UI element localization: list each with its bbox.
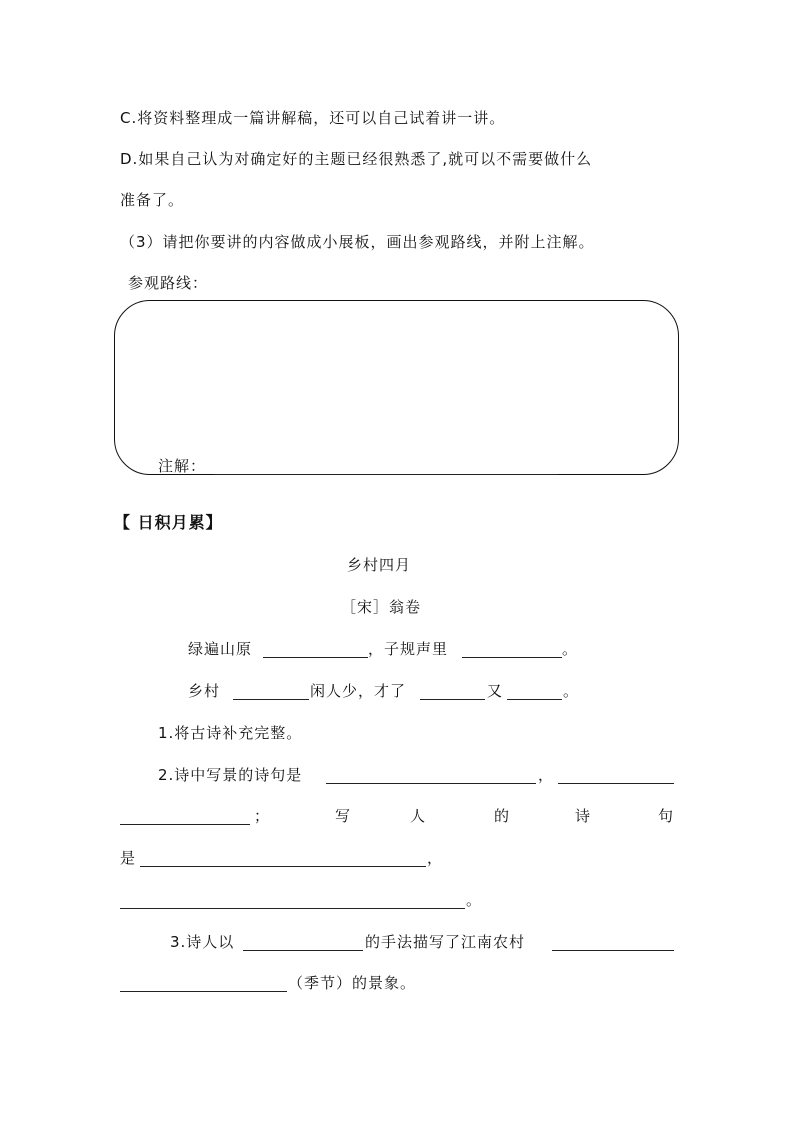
poem-blank-1[interactable] <box>263 657 368 658</box>
option-d-line1: D.如果自己认为对确定好的主题已经很熟悉了,就可以不需要做什么 <box>120 150 593 168</box>
question-2-text: 2.诗中写景的诗句是 <box>158 766 303 784</box>
question-3-text: 3.诗人以 <box>170 933 235 951</box>
poem-line2-a: 乡村 <box>188 682 221 700</box>
poem-author: ［宋］翁卷 <box>341 598 422 616</box>
q2-shi: 是 <box>120 849 137 867</box>
q2-comma: ， <box>538 766 555 784</box>
q3-text-3: （季节）的景象。 <box>288 974 417 992</box>
note-blank[interactable] <box>214 474 558 475</box>
route-label: 参观路线： <box>128 274 209 292</box>
display-board-box[interactable] <box>114 300 679 475</box>
q2-comma-2: ， <box>427 849 444 867</box>
poem-line1-b: ，子规声里 <box>368 640 449 658</box>
poem-title: 乡村四月 <box>347 556 412 574</box>
poem-line2-b: 闲人少，才了 <box>310 682 407 700</box>
q2-blank-5[interactable] <box>120 908 465 909</box>
q2-period: 。 <box>466 891 483 909</box>
q2-semicolon: ； <box>254 807 271 825</box>
q2-blank-1[interactable] <box>326 783 536 784</box>
q3-blank-3[interactable] <box>120 991 287 992</box>
task-3-instruction: （3）请把你要讲的内容做成小展板，画出参观路线，并附上注解。 <box>120 233 595 251</box>
q3-text-2: 的手法描写了江南农村 <box>365 933 526 951</box>
poem-blank-3[interactable] <box>233 699 309 700</box>
poem-line1-a: 绿遍山原 <box>188 640 253 658</box>
q2-spread-text <box>120 806 675 826</box>
section-title: 【 日积月累】 <box>114 513 223 532</box>
poem-line2-c: 又 <box>487 682 504 700</box>
question-1: 1.将古诗补充完整。 <box>158 724 303 742</box>
q2-blank-4[interactable] <box>140 866 426 867</box>
poem-blank-2[interactable] <box>462 657 562 658</box>
q3-blank-2[interactable] <box>552 950 674 951</box>
poem-blank-4[interactable] <box>420 699 485 700</box>
poem-line1-c: 。 <box>562 640 579 658</box>
q2-char-4: 诗 <box>575 807 591 825</box>
q2-char-1: 写 <box>335 807 351 825</box>
poem-blank-5[interactable] <box>507 699 562 700</box>
q3-blank-1[interactable] <box>243 950 363 951</box>
note-label: 注解： <box>158 457 207 475</box>
poem-line2-d: 。 <box>563 682 580 700</box>
option-d-line2: 准备了。 <box>120 191 185 209</box>
q2-char-5: 句 <box>658 807 674 825</box>
q2-blank-2[interactable] <box>558 783 674 784</box>
q2-char-3: 的 <box>494 807 510 825</box>
option-c: C.将资料整理成一篇讲解稿，还可以自己试着讲一讲。 <box>120 109 506 127</box>
q2-char-2: 人 <box>410 807 426 825</box>
